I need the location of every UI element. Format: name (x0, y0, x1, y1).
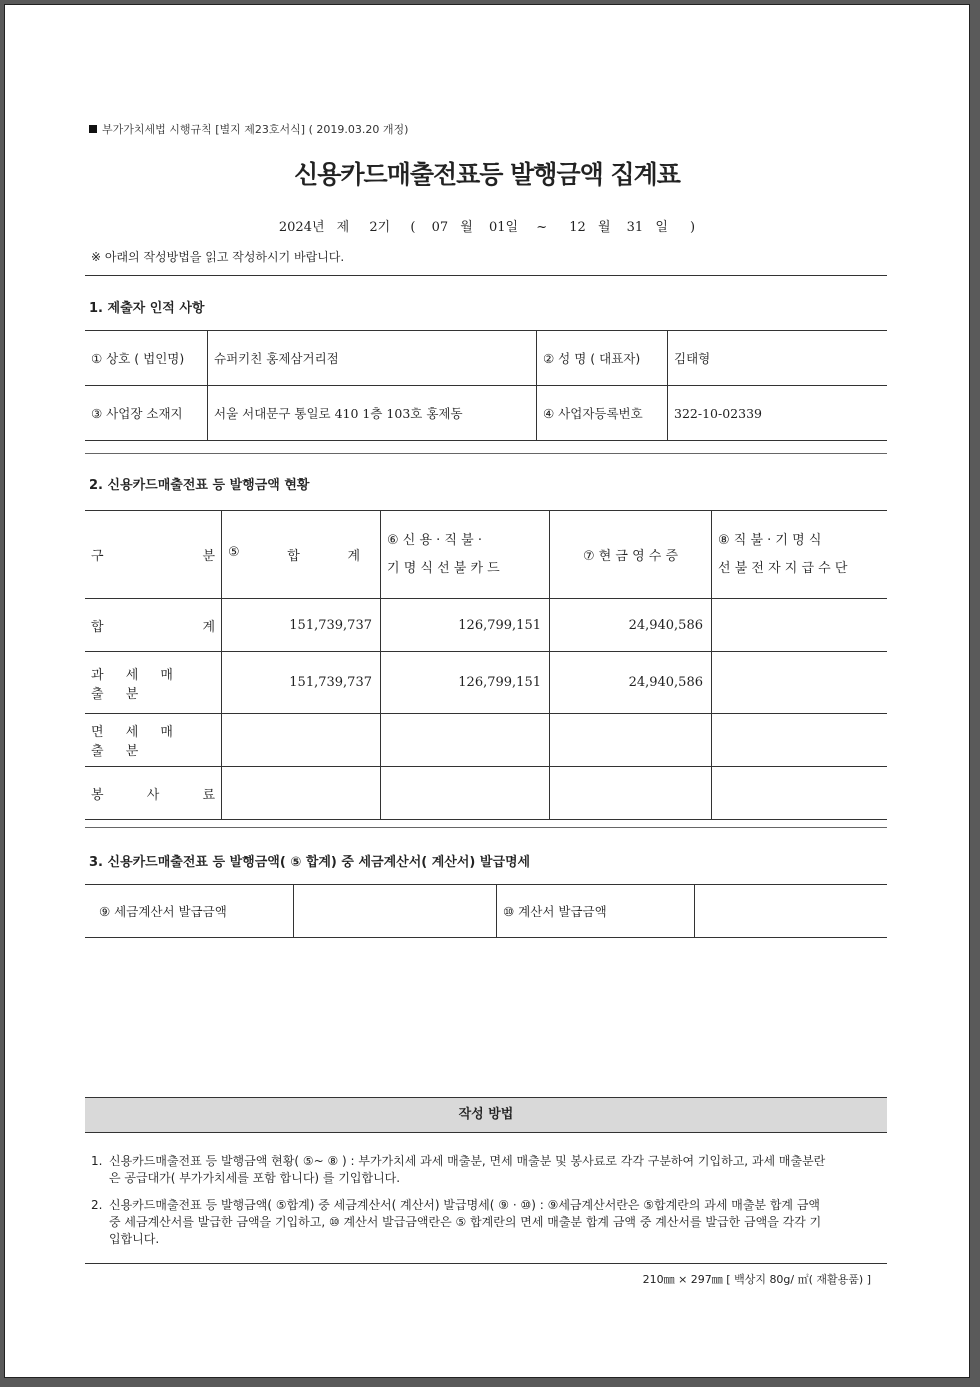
divider (85, 1263, 887, 1264)
section3-heading: 3. 신용카드매출전표 등 발행금액( ⑤ 합계) 중 세금계산서( 계산서) 발급명세 (89, 855, 531, 870)
cell-cash: 24,940,586 (550, 599, 712, 652)
divider (85, 453, 887, 454)
col-category-b: 분 (202, 549, 215, 564)
invoice-label: ⑩ 계산서 발급금액 (497, 885, 695, 938)
col-card-header (381, 511, 550, 599)
col-prepaid-header (712, 511, 888, 599)
row-label-service-a: 봉 (91, 787, 104, 803)
method-item-2 (91, 1197, 851, 1248)
tax-invoice-value (294, 885, 497, 938)
method-item-2-text: 신용카드매출전표 등 발행금액( ⑤합계) 중 세금계산서( 계산서) 발급명세( ⑨ · ⑩) : ⑨세금계산서란은 ⑤합계란의 과세 매출분 합계 금액 중 세금계산서를 발급한 금액을 기입하고, ⑩ 계산서 발급금액란은 ⑤ 합계란의 면세 매출분 합계 금액 중 계산서를 발급한 금액을 각각 기입합니다. (109, 1198, 822, 1246)
table-header-row (85, 511, 887, 599)
divider (85, 275, 887, 276)
invoice-value (695, 885, 888, 938)
row-label-taxable: 과 세 매 출 분 (85, 652, 222, 714)
form-reference-note (89, 121, 408, 137)
form-reference-text: 부가가치세법 시행규칙 [별지 제23호서식] ( 2019.03.20 개정) (102, 123, 409, 136)
section1-heading: 1. 제출자 인적 사항 (89, 301, 205, 316)
issuance-amount-table (85, 510, 887, 820)
col-category-a: 구 (91, 549, 104, 564)
cell-cash (550, 714, 712, 767)
section2-heading: 2. 신용카드매출전표 등 발행금액 현황 (89, 478, 310, 493)
company-label: ① 상호 ( 법인명) (85, 331, 208, 386)
method-item-1-number: 1. (91, 1154, 103, 1168)
col-total-header (222, 511, 381, 599)
period-term: 2기 (369, 220, 391, 235)
col-prepaid-header-line1: ⑧ 직 불 · 기 명 식 (718, 532, 822, 548)
divider (85, 827, 887, 828)
period-day-label: 일 (655, 220, 668, 235)
period-to-day: 31 (626, 220, 644, 235)
row-label-service-b: 료 (202, 787, 215, 803)
table-row (85, 331, 887, 386)
cell-card (381, 767, 550, 820)
row-label-total-b: 계 (202, 619, 215, 635)
period-from-month: 07 (431, 220, 449, 235)
method-item-1-text: 신용카드매출전표 등 발행금액 현황( ⑤~ ⑧ ) : 부가가치세 과세 매출분, 면세 매출분 및 봉사료로 각각 구분하여 기입하고, 과세 매출분란은 공급대가( 부가가치세를 포함 합니다) 를 기입합니다. (109, 1154, 826, 1185)
period-month-label-2: 월 (597, 220, 611, 235)
paper-size-footer: 210㎜ × 297㎜ [ 백상지 80g/ ㎡( 재활용품) ] (642, 1273, 871, 1286)
registration-number-value: 322-10-02339 (668, 386, 888, 441)
table-row (85, 386, 887, 441)
table-row (85, 714, 887, 767)
cell-prepaid (712, 599, 888, 652)
col-category-header-text (91, 545, 215, 564)
form-title: 신용카드매출전표등 발행금액 집계표 (294, 160, 680, 189)
cell-prepaid (712, 652, 888, 714)
registration-number-label: ④ 사업자등록번호 (537, 386, 668, 441)
col-total-b: 계 (347, 549, 360, 564)
period-je: 제 (336, 220, 350, 235)
row-label-service (85, 767, 222, 820)
tax-invoice-label: ⑨ 세금계산서 발급금액 (85, 885, 294, 938)
col-total-header-text (228, 545, 374, 564)
cell-total: 151,739,737 (222, 599, 381, 652)
table-row (85, 767, 887, 820)
method-heading: 작성 방법 (85, 1097, 887, 1133)
form-page (4, 4, 970, 1378)
cell-card: 126,799,151 (381, 599, 550, 652)
bullet-square-icon (89, 125, 97, 133)
period-from-day: 01일 (488, 220, 519, 235)
period-close-paren: ) (690, 220, 696, 235)
col-card-header-line2: 기 명 식 선 불 카 드 (387, 560, 500, 576)
cell-prepaid (712, 767, 888, 820)
row-label-total-text (91, 616, 215, 635)
submitter-info-table (85, 330, 887, 441)
cell-cash: 24,940,586 (550, 652, 712, 714)
invoice-issuance-table (85, 884, 887, 938)
period-year: 2024년 (278, 220, 325, 235)
address-label: ③ 사업장 소재지 (85, 386, 208, 441)
table-row (85, 652, 887, 714)
table-row (85, 599, 887, 652)
cell-total: 151,739,737 (222, 652, 381, 714)
method-item-2-number: 2. (91, 1198, 103, 1212)
representative-label: ② 성 명 ( 대표자) (537, 331, 668, 386)
method-item-1 (91, 1153, 851, 1187)
address-value: 서울 서대문구 통일로 410 1층 103호 홍제동 (208, 386, 537, 441)
row-label-service-text (91, 784, 215, 803)
col-total-a: 합 (287, 549, 300, 564)
period-line (5, 216, 969, 235)
period-tilde: ~ (536, 220, 548, 235)
period-open-paren: ( (410, 220, 416, 235)
col-card-header-line1: ⑥ 신 용 · 직 불 · (387, 532, 482, 548)
cell-total (222, 767, 381, 820)
cell-card (381, 714, 550, 767)
row-label-total (85, 599, 222, 652)
guide-note: ※ 아래의 작성방법을 읽고 작성하시기 바랍니다. (91, 250, 345, 264)
period-to-month: 12 (569, 220, 586, 235)
col-category-header (85, 511, 222, 599)
row-label-exempt: 면 세 매 출 분 (85, 714, 222, 767)
row-label-service-m: 사 (146, 787, 160, 803)
col-total-num: ⑤ (228, 545, 240, 560)
cell-total (222, 714, 381, 767)
col-cash-receipt-header: ⑦ 현 금 영 수 증 (550, 511, 712, 599)
table-row (85, 885, 887, 938)
cell-cash (550, 767, 712, 820)
period-month-label: 월 (460, 220, 473, 235)
cell-prepaid (712, 714, 888, 767)
company-value: 슈퍼키친 홍제삼거리점 (208, 331, 537, 386)
row-label-total-a: 합 (91, 619, 104, 635)
cell-card: 126,799,151 (381, 652, 550, 714)
col-prepaid-header-line2: 선 불 전 자 지 급 수 단 (718, 560, 848, 576)
representative-value: 김태형 (668, 331, 888, 386)
